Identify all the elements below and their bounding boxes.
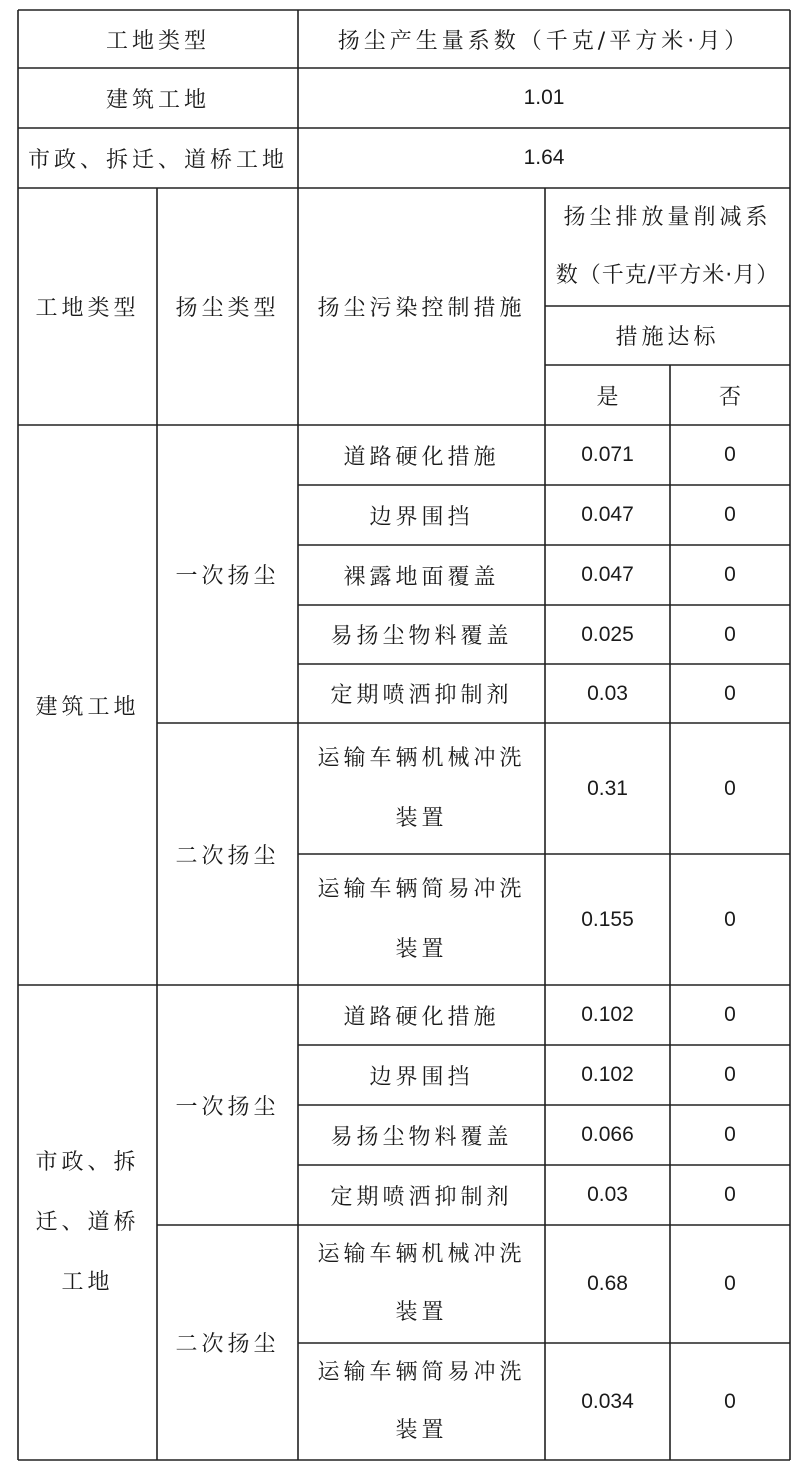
header-yes: 是 — [596, 384, 619, 410]
row-measure-line2: 装置 — [395, 1300, 448, 1325]
row-yes-value: 0.047 — [581, 563, 634, 586]
row-measure: 易扬尘物料覆盖 — [330, 1124, 513, 1150]
subgroup-dust-type: 一次扬尘 — [175, 1094, 280, 1120]
header-reduction-coefficient — [545, 188, 790, 306]
group-site-type-line1: 市政、拆 — [35, 1149, 140, 1175]
header-measure: 扬尘污染控制措施 — [317, 296, 526, 321]
row-yes-value: 0.68 — [587, 1272, 628, 1295]
row-no-value: 0 — [724, 681, 736, 705]
group-site-type: 建筑工地 — [35, 694, 140, 720]
row-no-value: 0 — [724, 503, 736, 526]
row-no-value: 0 — [724, 1272, 736, 1295]
top-header-site-type: 工地类型 — [105, 28, 210, 54]
row-measure: 易扬尘物料覆盖 — [330, 624, 513, 649]
row-measure: 定期喷洒抑制剂 — [330, 1184, 513, 1210]
row-yes-value: 0.034 — [581, 1389, 634, 1413]
group-site-type-line3: 工地 — [61, 1269, 114, 1295]
top-row-site-type: 建筑工地 — [105, 87, 210, 113]
row-measure: 边界围挡 — [369, 1064, 474, 1090]
row-measure-line1: 运输车辆机械冲洗 — [317, 1242, 526, 1267]
group-site-type-line2: 迁、道桥 — [35, 1209, 140, 1235]
row-yes-value: 0.102 — [581, 1063, 634, 1086]
row-no-value: 0 — [724, 1003, 736, 1026]
header-compliance: 措施达标 — [615, 325, 720, 350]
subgroup-dust-type: 二次扬尘 — [175, 1332, 280, 1357]
row-yes-value: 0.066 — [581, 1123, 634, 1146]
subgroup-dust-type: 二次扬尘 — [175, 843, 280, 869]
row-measure-line2: 装置 — [395, 1417, 448, 1443]
top-header-coefficient: 扬尘产生量系数（千克/平方米·月） — [337, 28, 751, 54]
row-yes-value: 0.155 — [581, 907, 634, 931]
row-yes-value: 0.31 — [587, 776, 628, 800]
row-no-value: 0 — [724, 1183, 736, 1206]
row-yes-value: 0.102 — [581, 1003, 634, 1026]
header-dust-type: 扬尘类型 — [175, 296, 280, 321]
header-no: 否 — [718, 384, 741, 410]
subgroup-dust-type: 一次扬尘 — [175, 563, 280, 589]
header-site-type: 工地类型 — [35, 296, 140, 321]
row-yes-value: 0.03 — [587, 1183, 628, 1206]
row-yes-value: 0.03 — [587, 681, 628, 705]
row-no-value: 0 — [724, 1389, 736, 1413]
top-row-site-type: 市政、拆迁、道桥工地 — [27, 147, 288, 173]
row-yes-value: 0.047 — [581, 503, 634, 526]
row-measure-line1: 运输车辆简易冲洗 — [317, 1359, 526, 1385]
row-measure: 边界围挡 — [369, 504, 474, 530]
row-measure: 裸露地面覆盖 — [343, 564, 500, 590]
row-yes-value: 0.025 — [581, 622, 634, 646]
row-measure-line2: 装置 — [395, 936, 448, 962]
row-no-value: 0 — [724, 1123, 736, 1146]
group-site-type — [18, 985, 157, 1460]
top-row-value: 1.01 — [523, 86, 565, 109]
row-measure-line1: 运输车辆机械冲洗 — [317, 745, 526, 771]
top-row-value: 1.64 — [523, 146, 565, 169]
row-no-value: 0 — [724, 622, 736, 646]
header-reduction-line2: 数（千克/平方米·月） — [555, 263, 780, 288]
header-reduction-line1: 扬尘排放量削减系 — [563, 205, 772, 230]
row-no-value: 0 — [724, 776, 736, 800]
row-measure-line2: 装置 — [395, 805, 448, 831]
row-measure: 道路硬化措施 — [343, 1004, 500, 1030]
row-measure — [298, 1343, 545, 1460]
row-no-value: 0 — [724, 443, 736, 466]
row-measure: 定期喷洒抑制剂 — [330, 683, 513, 708]
row-yes-value: 0.071 — [581, 443, 634, 466]
row-measure — [298, 854, 545, 985]
row-no-value: 0 — [724, 563, 736, 586]
row-measure: 道路硬化措施 — [343, 444, 500, 470]
row-no-value: 0 — [724, 907, 736, 931]
row-measure-line1: 运输车辆简易冲洗 — [317, 876, 526, 902]
row-measure — [298, 723, 545, 854]
row-no-value: 0 — [724, 1063, 736, 1086]
row-measure — [298, 1225, 545, 1343]
